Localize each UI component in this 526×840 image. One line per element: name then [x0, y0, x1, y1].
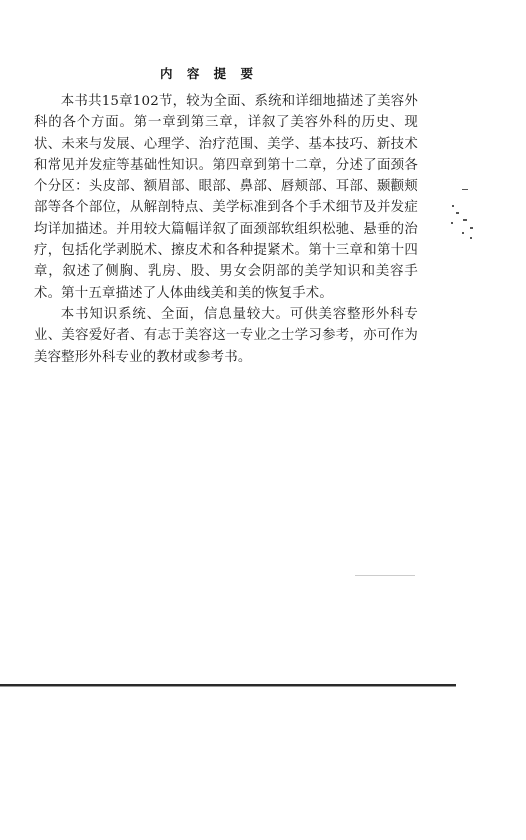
bottom-rule-shadow: [0, 686, 456, 687]
page-title: 内 容 提 要: [159, 66, 259, 81]
summary-paragraph-2: 本书知识系统、全面，信息量较大。可供美容整形外科专业、美容爱好者、有志于美容这一专业之士学习参考，亦可作为美容整形外科专业的教材或参考书。: [34, 306, 418, 365]
summary-paragraph-1: 本书共15章102节，较为全面、系统和详细地描述了美容外科的各个方面。第一章到第三章，详叙了美容外科的历史、现状、未来与发展、心理学、治疗范围、美学、基本技巧、新技术和常见并发症等基础性知识。第四章到第十二章，分述了面颈各个分区：头皮部、额眉部、眼部、鼻部、唇颊部、耳部、颞颧颊部等各个部位，从解剖特点、美学标准到各个手术细节及并发症均详加描述。并用较大篇幅详叙了面颈部软组织松驰、悬垂的治疗，包括化学剥脱术、擦皮术和各种提紧术。第十三章和第十四章，叙述了侧胸、乳房、股、男女会阴部的美学知识和美容手术。第十五章描述了人体曲线美和美的恢复手术。: [34, 94, 418, 301]
summary-body: [34, 91, 418, 368]
